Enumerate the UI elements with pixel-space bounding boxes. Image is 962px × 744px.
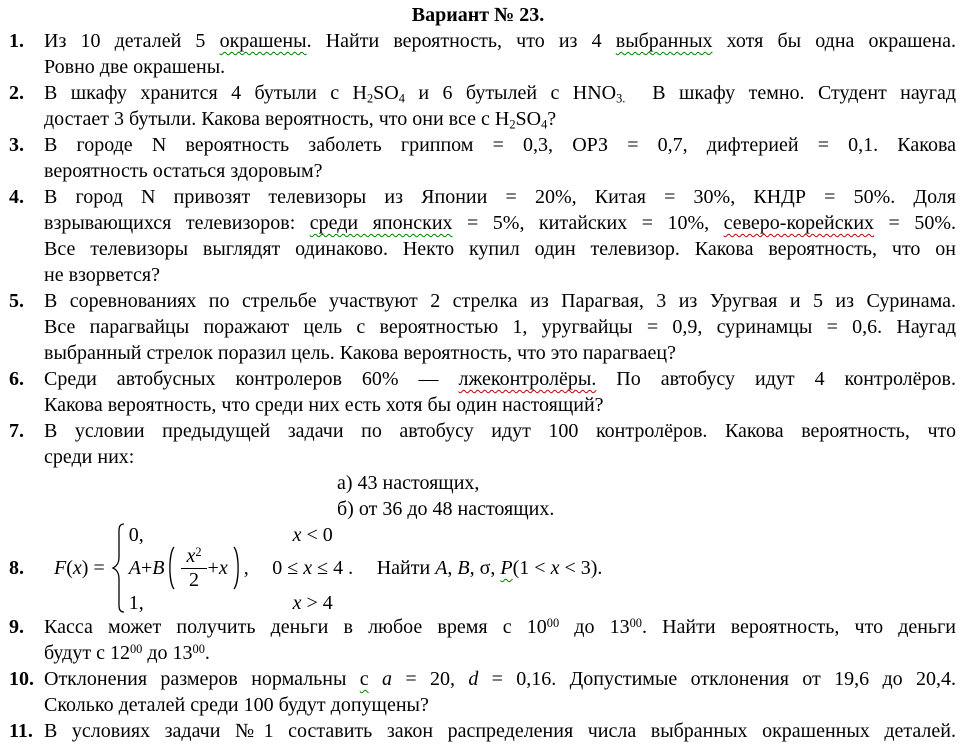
text-line bbox=[44, 262, 956, 288]
text-line bbox=[44, 210, 956, 236]
text-segment: . Найти вероятность, что из 4 bbox=[306, 30, 616, 52]
text-line bbox=[44, 392, 956, 418]
text-segment: x bbox=[292, 592, 302, 614]
text-line bbox=[44, 314, 956, 340]
text-segment: x bbox=[303, 557, 313, 579]
text-line bbox=[44, 132, 956, 158]
text-segment: взрывающихся телевизоров: bbox=[44, 212, 310, 234]
problem-text bbox=[44, 288, 956, 366]
page-title: Вариант № 23. bbox=[411, 4, 545, 26]
text-segment: < 0 bbox=[301, 524, 333, 546]
piecewise-formula bbox=[44, 522, 956, 614]
text-segment: + bbox=[140, 557, 153, 579]
text-segment: B bbox=[152, 557, 165, 579]
text-segment: По автобусу идут 4 контролёров. bbox=[596, 368, 956, 390]
text-segment: Какова вероятность, что среди них есть хотя бы один настоящий? bbox=[44, 394, 604, 416]
text-line bbox=[44, 614, 956, 640]
formula-task-text bbox=[377, 555, 603, 581]
problem-item-10 bbox=[0, 666, 956, 718]
text-line bbox=[44, 54, 956, 80]
text-segment: = 50%. bbox=[874, 212, 956, 234]
text-segment: A bbox=[435, 557, 448, 579]
text-line bbox=[44, 718, 956, 744]
text-segment: выбранный стрелок поразил цель. Какова вероятность, что это парагваец? bbox=[44, 342, 676, 364]
text-segment: (1 < bbox=[512, 557, 551, 579]
text-segment: < 3). bbox=[559, 557, 603, 579]
problem-item-5 bbox=[0, 288, 956, 366]
text-segment: 0 ≤ bbox=[272, 557, 304, 579]
text-segment: 00 bbox=[629, 615, 642, 630]
right-paren bbox=[229, 546, 243, 590]
text-segment: Найти bbox=[376, 557, 436, 579]
problem-text bbox=[44, 418, 956, 522]
problem-number: 11. bbox=[9, 720, 33, 742]
problem-item-1 bbox=[0, 28, 956, 80]
problem-item-4 bbox=[0, 184, 956, 288]
text-segment: 2 bbox=[195, 544, 202, 559]
text-segment: SO bbox=[515, 108, 542, 130]
text-segment: до 13 bbox=[559, 616, 630, 638]
text-segment: = 0,16. Допустимые отклонения от 19,6 до 20,4. bbox=[478, 668, 956, 690]
problem-item-9 bbox=[0, 614, 956, 666]
problem-item-2 bbox=[0, 80, 956, 132]
text-segment: 1, bbox=[128, 592, 144, 614]
text-segment: В городе N вероятность заболеть гриппом = 0,3, ОРЗ = 0,7, дифтерией = 0,1. Какова bbox=[44, 134, 956, 156]
fraction bbox=[181, 546, 206, 590]
text-segment bbox=[369, 668, 382, 690]
problem-item-8 bbox=[0, 522, 956, 614]
text-line bbox=[44, 236, 956, 262]
comma: , bbox=[243, 557, 249, 579]
text-line bbox=[44, 340, 956, 366]
text-segment: a bbox=[382, 668, 393, 690]
text-segment: P bbox=[500, 557, 513, 579]
text-segment: выбранных bbox=[615, 30, 713, 52]
problem-text bbox=[44, 718, 956, 744]
text-segment: x bbox=[292, 524, 302, 546]
problem-text bbox=[44, 132, 956, 184]
text-segment: В условиях задачи №1 составить закон распределения числа выбранных окрашенных деталей. bbox=[44, 720, 956, 742]
problem-item-6 bbox=[0, 366, 956, 418]
text-line bbox=[44, 80, 956, 106]
left-paren bbox=[165, 546, 179, 590]
formula-row bbox=[129, 590, 363, 614]
problem-list bbox=[0, 28, 956, 744]
formula-row-condition bbox=[293, 590, 333, 616]
text-line bbox=[44, 692, 956, 718]
text-segment: 2 bbox=[366, 91, 374, 106]
text-segment: окрашены bbox=[219, 30, 307, 52]
text-segment: среди них: bbox=[44, 446, 135, 468]
problem-text bbox=[44, 522, 956, 614]
text-segment: x bbox=[186, 545, 196, 568]
text-segment: F bbox=[54, 557, 67, 579]
text-segment: с bbox=[359, 668, 369, 690]
text-segment: . bbox=[204, 642, 210, 664]
text-segment: 00 bbox=[192, 641, 205, 656]
text-line bbox=[44, 640, 956, 666]
text-segment: . Найти вероятность, что деньги bbox=[641, 616, 956, 638]
problem-number: 4. bbox=[9, 186, 24, 208]
formula-row bbox=[129, 546, 363, 590]
problem-number: 2. bbox=[9, 82, 24, 104]
formula-lhs bbox=[54, 555, 105, 581]
text-segment: Среди автобусных контролеров 60% — bbox=[44, 368, 459, 390]
text-segment: > 4 bbox=[301, 592, 333, 614]
problem-number: 3. bbox=[9, 134, 24, 156]
problem-item-3 bbox=[0, 132, 956, 184]
text-segment: Все парагвайцы поражают цель с вероятностью 1, уругвайцы = 0,9, суринамцы = 0,6. Наугад bbox=[44, 316, 956, 338]
text-segment: Ровно две окрашены. bbox=[44, 56, 226, 78]
text-segment: вероятность остаться здоровым? bbox=[44, 160, 323, 182]
problem-text bbox=[44, 28, 956, 80]
text-segment: , bbox=[447, 557, 458, 579]
text-segment: среди японских bbox=[309, 212, 453, 234]
text-segment: 3. bbox=[616, 91, 626, 106]
text-segment: будут с 12 bbox=[44, 642, 130, 664]
text-segment: SO bbox=[373, 82, 399, 104]
problem-number: 1. bbox=[9, 30, 24, 52]
problem-number: 10. bbox=[9, 668, 34, 690]
formula-rows bbox=[129, 522, 363, 614]
text-segment: и 6 бутылей с HNO bbox=[404, 82, 617, 104]
formula-row-condition bbox=[293, 522, 333, 548]
text-segment: = 5%, китайских = 10%, bbox=[452, 212, 724, 234]
text-segment: 0, bbox=[128, 524, 144, 546]
text-line bbox=[44, 28, 956, 54]
text-segment: до 13 bbox=[142, 642, 193, 664]
text-segment: В город N привозят телевизоры из Японии = 20%, Китая = 30%, КНДР = 50%. Доля bbox=[44, 186, 956, 208]
problem-number: 5. bbox=[9, 290, 24, 312]
problem-number: 7. bbox=[9, 420, 24, 442]
text-segment: , σ, bbox=[469, 557, 501, 579]
text-line bbox=[44, 184, 956, 210]
text-segment: северо-корейских bbox=[723, 212, 875, 234]
problem-number: 9. bbox=[9, 616, 24, 638]
text-segment: ? bbox=[547, 108, 557, 130]
problem-number: 8. bbox=[9, 557, 24, 579]
text-segment: = 20, bbox=[392, 668, 469, 690]
text-segment: В соревнованиях по стрельбе участвуют 2 стрелка из Парагвая, 3 из Уругвая и 5 из Суринама. bbox=[44, 290, 956, 312]
text-segment: В шкафу хранится 4 бутыли с H bbox=[44, 82, 367, 104]
problem-number: 6. bbox=[9, 368, 24, 390]
text-segment: B bbox=[457, 557, 470, 579]
text-segment: 2 bbox=[509, 117, 516, 132]
text-segment: Отклонения размеров нормальны bbox=[44, 668, 360, 690]
text-segment: лжеконтролёры. bbox=[458, 368, 597, 390]
text-segment: не взорвется? bbox=[44, 264, 160, 286]
sub-item: б) от 36 до 48 настоящих. bbox=[337, 498, 555, 520]
curly-brace bbox=[110, 522, 126, 614]
text-line bbox=[44, 106, 956, 132]
text-segment: Касса может получить деньги в любое время с 10 bbox=[44, 616, 547, 638]
formula-row bbox=[129, 522, 363, 546]
text-segment: ) = bbox=[81, 557, 105, 579]
problem-text bbox=[44, 366, 956, 418]
text-segment: d bbox=[468, 668, 479, 690]
problem-text bbox=[44, 80, 956, 132]
formula-row-value bbox=[129, 590, 263, 616]
text-segment: ( bbox=[66, 557, 73, 579]
formula-row-value bbox=[129, 546, 263, 590]
text-line bbox=[44, 666, 956, 692]
text-segment: Из 10 деталей 5 bbox=[44, 30, 220, 52]
sub-item: а) 43 настоящих, bbox=[337, 472, 480, 494]
text-segment: 00 bbox=[129, 641, 143, 656]
fraction-denominator: 2 bbox=[189, 568, 199, 591]
text-segment: x bbox=[550, 557, 560, 579]
problem-text bbox=[44, 666, 956, 718]
problem-item-7 bbox=[0, 418, 956, 522]
text-segment: Сколько деталей среди 100 будут допущены? bbox=[44, 694, 429, 716]
text-segment: В условии предыдущей задачи по автобусу идут 100 контролёров. Какова вероятность, что bbox=[44, 420, 956, 442]
text-line bbox=[44, 418, 956, 444]
text-line bbox=[44, 158, 956, 184]
text-segment: ≤ 4 . bbox=[312, 557, 354, 579]
problem-item-11 bbox=[0, 718, 956, 744]
text-line bbox=[44, 444, 956, 470]
text-segment: x bbox=[218, 557, 228, 579]
problem-text bbox=[44, 184, 956, 288]
text-segment: В шкафу темно. Студент наугад bbox=[625, 82, 957, 104]
text-segment: x bbox=[72, 557, 82, 579]
text-segment: + bbox=[207, 557, 219, 579]
text-segment: 4 bbox=[541, 117, 548, 132]
text-segment: 4 bbox=[398, 91, 405, 106]
text-segment: хотя бы одна окрашена. bbox=[712, 30, 956, 52]
text-segment: достает 3 бутыли. Какова вероятность, что они все с H bbox=[44, 108, 510, 130]
text-line bbox=[44, 366, 956, 392]
text-segment: 00 bbox=[546, 615, 560, 630]
text-segment: A bbox=[128, 557, 141, 579]
problem-text bbox=[44, 614, 956, 666]
fraction-numerator bbox=[181, 546, 206, 568]
text-line bbox=[44, 288, 956, 314]
text-segment: Все телевизоры выглядят одинаково. Некто купил один телевизор. Какова вероятность, что он bbox=[44, 238, 956, 260]
formula-row-condition bbox=[272, 555, 353, 581]
